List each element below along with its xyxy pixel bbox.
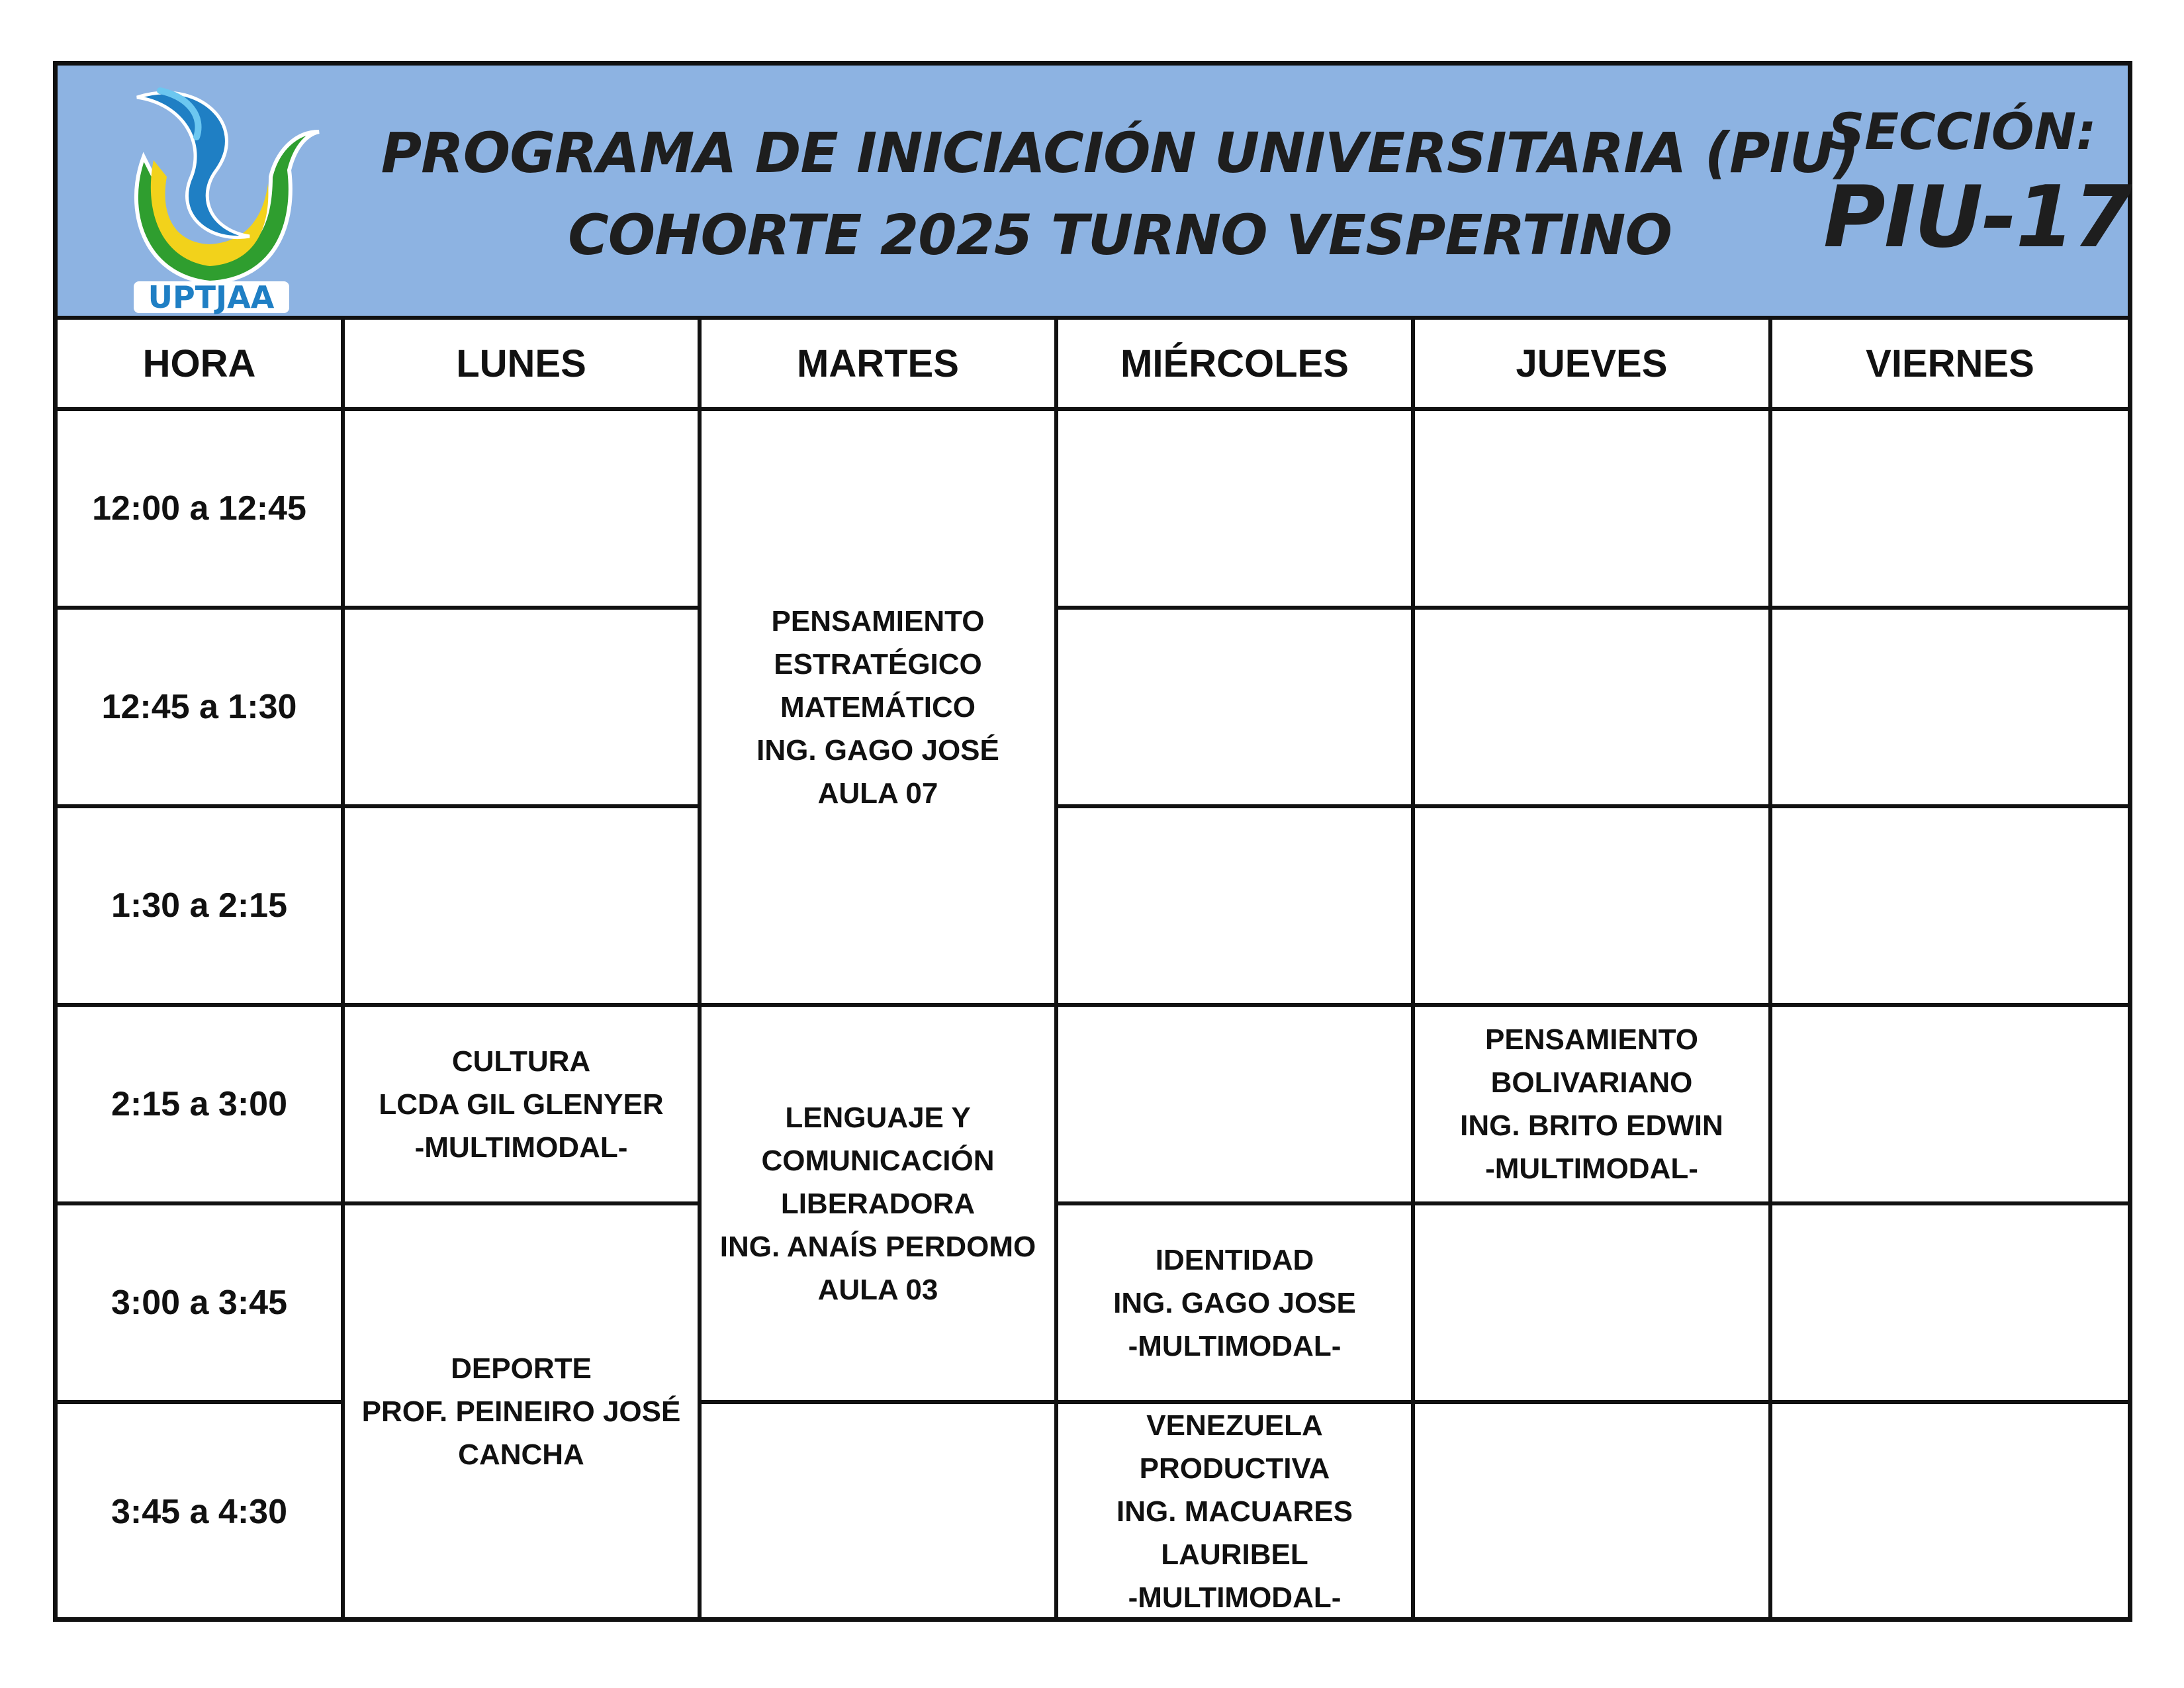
class-line: ING. BRITO EDWIN bbox=[1460, 1109, 1723, 1142]
class-line: PENSAMIENTO bbox=[771, 604, 985, 637]
empty-cell bbox=[1770, 1402, 2128, 1619]
class-cell-martes-2 bbox=[700, 1005, 1056, 1402]
class-line: ING. ANAÍS PERDOMO bbox=[719, 1230, 1036, 1263]
empty-cell bbox=[343, 409, 700, 608]
class-line: ESTRATÉGICO bbox=[774, 647, 982, 680]
column-header-miercoles: MIÉRCOLES bbox=[1056, 320, 1413, 409]
class-cell-martes-1 bbox=[700, 409, 1056, 1005]
class-line: VENEZUELA bbox=[1146, 1409, 1323, 1442]
column-header-lunes: LUNES bbox=[343, 320, 700, 409]
class-cell-lunes-2 bbox=[343, 1203, 700, 1619]
column-header-jueves: JUEVES bbox=[1413, 320, 1770, 409]
empty-cell bbox=[1056, 806, 1413, 1005]
empty-cell bbox=[1413, 806, 1770, 1005]
table-row bbox=[58, 806, 2128, 1005]
table-row bbox=[58, 1005, 2128, 1203]
class-line: -MULTIMODAL- bbox=[1128, 1581, 1342, 1614]
class-line: ING. GAGO JOSE bbox=[1113, 1286, 1356, 1319]
column-header-hora: HORA bbox=[58, 320, 343, 409]
class-line: PRODUCTIVA bbox=[1139, 1452, 1330, 1485]
hour-cell: 3:00 a 3:45 bbox=[58, 1203, 343, 1402]
class-line: BOLIVARIANO bbox=[1490, 1066, 1693, 1099]
schedule-table bbox=[58, 320, 2128, 1621]
table-row bbox=[58, 409, 2128, 608]
class-line: AULA 03 bbox=[817, 1273, 938, 1306]
class-line: -MULTIMODAL- bbox=[1485, 1152, 1698, 1185]
empty-cell bbox=[1056, 608, 1413, 806]
empty-cell bbox=[700, 1402, 1056, 1619]
class-line: -MULTIMODAL- bbox=[414, 1131, 628, 1164]
class-cell-miercoles-2 bbox=[1056, 1402, 1413, 1619]
empty-cell bbox=[1056, 1005, 1413, 1203]
section-block bbox=[1823, 99, 2131, 271]
empty-cell bbox=[1770, 608, 2128, 806]
class-line: ING. MACUARES bbox=[1116, 1495, 1353, 1528]
header-banner bbox=[58, 66, 2131, 320]
empty-cell bbox=[343, 608, 700, 806]
header-row bbox=[58, 320, 2128, 409]
uptjaa-logo bbox=[97, 71, 322, 316]
logo-text: UPTJAA bbox=[148, 279, 275, 315]
empty-cell bbox=[343, 806, 700, 1005]
class-line: DEPORTE bbox=[451, 1352, 592, 1385]
empty-cell bbox=[1056, 409, 1413, 608]
class-line: MATEMÁTICO bbox=[780, 690, 976, 724]
class-line: LENGUAJE Y bbox=[785, 1101, 971, 1134]
class-line: IDENTIDAD bbox=[1155, 1243, 1314, 1276]
schedule-sheet bbox=[53, 61, 2132, 1622]
hour-cell: 1:30 a 2:15 bbox=[58, 806, 343, 1005]
table-row bbox=[58, 608, 2128, 806]
class-line: AULA 07 bbox=[817, 776, 938, 810]
column-header-martes: MARTES bbox=[700, 320, 1056, 409]
table-row bbox=[58, 1203, 2128, 1402]
hour-cell: 12:00 a 12:45 bbox=[58, 409, 343, 608]
title-line-1: PROGRAMA DE INICIACIÓN UNIVERSITARIA (PIU) bbox=[381, 120, 1859, 185]
title-line-2: COHORTE 2025 TURNO VESPERTINO bbox=[568, 203, 1672, 267]
empty-cell bbox=[1413, 1402, 1770, 1619]
class-cell-miercoles-1 bbox=[1056, 1203, 1413, 1402]
page-title bbox=[342, 112, 1897, 276]
class-line: CULTURA bbox=[451, 1045, 591, 1078]
section-value: PIU-17 bbox=[1823, 168, 2131, 267]
hour-cell: 3:45 a 4:30 bbox=[58, 1402, 343, 1619]
class-line: COMUNICACIÓN bbox=[761, 1144, 995, 1177]
class-line: LAURIBEL bbox=[1161, 1538, 1308, 1571]
class-cell-jueves-1 bbox=[1413, 1005, 1770, 1203]
class-line: ING. GAGO JOSÉ bbox=[756, 733, 999, 767]
empty-cell bbox=[1770, 409, 2128, 608]
column-header-viernes: VIERNES bbox=[1770, 320, 2128, 409]
empty-cell bbox=[1770, 1005, 2128, 1203]
class-line: LCDA GIL GLENYER bbox=[379, 1088, 664, 1121]
empty-cell bbox=[1413, 409, 1770, 608]
class-line: -MULTIMODAL- bbox=[1128, 1329, 1342, 1362]
uptjaa-logo-icon bbox=[97, 71, 322, 316]
empty-cell bbox=[1770, 1203, 2128, 1402]
class-line: LIBERADORA bbox=[780, 1187, 976, 1220]
class-line: CANCHA bbox=[458, 1438, 584, 1471]
class-line: PENSAMIENTO bbox=[1485, 1023, 1698, 1056]
hour-cell: 12:45 a 1:30 bbox=[58, 608, 343, 806]
section-label: SECCIÓN: bbox=[1828, 102, 2097, 161]
class-line: PROF. PEINEIRO JOSÉ bbox=[361, 1395, 681, 1428]
class-cell-lunes-1 bbox=[343, 1005, 700, 1203]
empty-cell bbox=[1413, 608, 1770, 806]
empty-cell bbox=[1770, 806, 2128, 1005]
hour-cell: 2:15 a 3:00 bbox=[58, 1005, 343, 1203]
empty-cell bbox=[1413, 1203, 1770, 1402]
